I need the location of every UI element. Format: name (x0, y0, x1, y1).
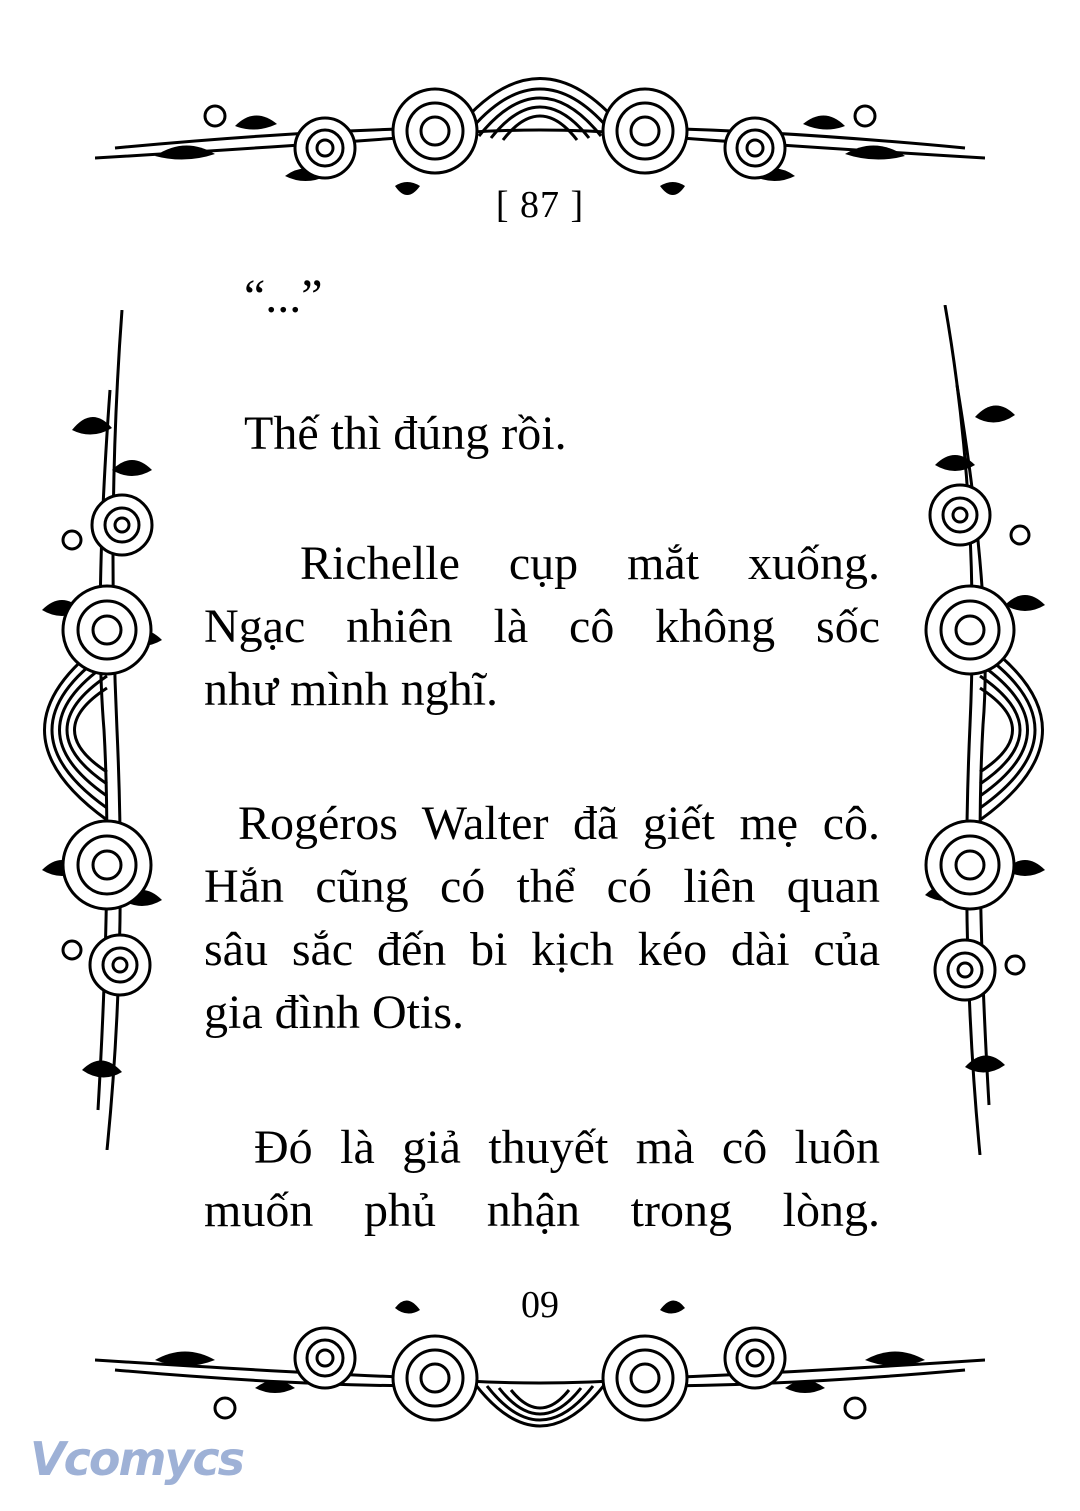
paragraph-4 (204, 1116, 880, 1242)
paragraph-3 (204, 792, 880, 1044)
text-line: sâu sắc đến bi kịch kéo dài của (204, 923, 880, 976)
paragraph-1 (244, 402, 920, 465)
right-rose-ornament (895, 305, 1075, 1155)
text-line: Thế thì đúng rồi. (244, 407, 567, 460)
text-line: Đó là giả thuyết mà cô luôn (254, 1121, 880, 1174)
text-line: Rogéros Walter đã giết mẹ cô. (238, 797, 880, 850)
text-line: gia đình Otis. (204, 986, 464, 1039)
text-line: Ngạc nhiên là cô không sốc (204, 600, 880, 653)
text-line: Hắn cũng có thể có liên quan (204, 860, 880, 913)
text-line: Richelle cụp mắt xuống. (300, 537, 880, 590)
paragraph-ellipsis (244, 265, 920, 328)
text-line: như mình nghĩ. (204, 663, 499, 716)
watermark-logo: Vcomycs (30, 1432, 244, 1486)
page-number: 09 (521, 1284, 559, 1326)
text-line: “...” (244, 270, 323, 323)
text-line: muốn phủ nhận trong lòng. (204, 1184, 880, 1237)
left-rose-ornament (12, 310, 192, 1150)
paragraph-2 (204, 532, 880, 721)
chapter-number: [ 87 ] (495, 184, 585, 226)
